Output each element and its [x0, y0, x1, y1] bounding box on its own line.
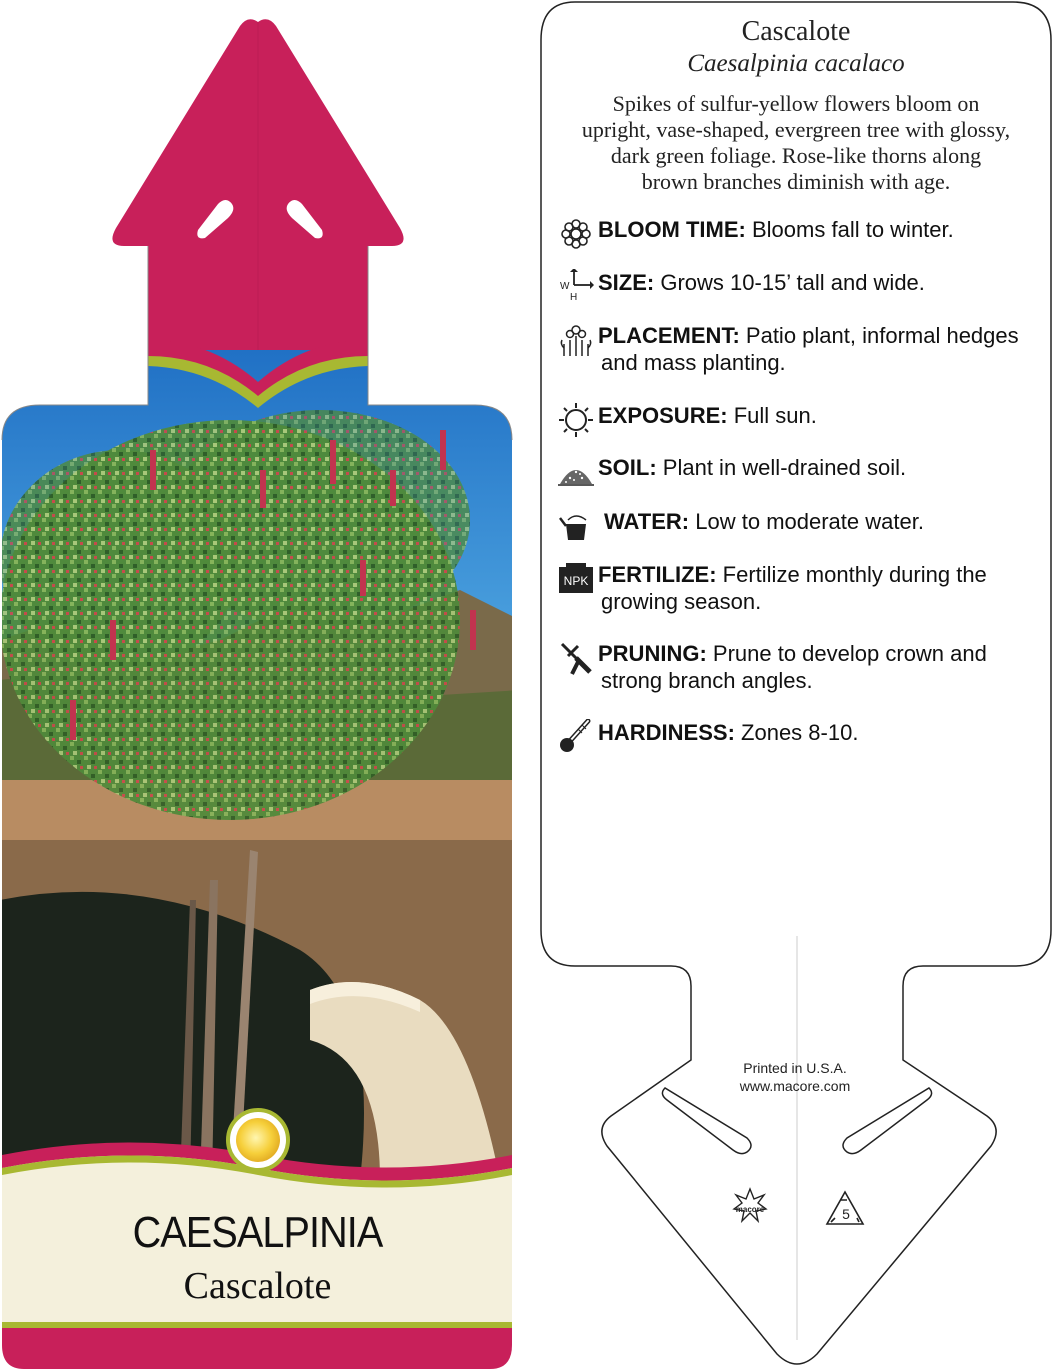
thermometer-icon — [558, 719, 594, 755]
dimensions-icon — [558, 269, 594, 305]
front-tag — [0, 0, 520, 1369]
plant-photo — [0, 340, 520, 1200]
svg-text:H: H — [570, 292, 578, 303]
macore-logo-text: macore — [735, 1205, 765, 1214]
soil-icon — [558, 454, 594, 490]
plant-genus: CAESALPINIA — [132, 1208, 383, 1257]
plant-description: Spikes of sulfur-yellow flowers bloom on upright, vase-shaped, evergreen tree with glossy, dark green foliage. Rose-like thorns along brown branches diminish with age. — [581, 91, 1011, 194]
website: www.macore.com — [739, 1078, 851, 1094]
plant-common-name: Cascalote — [183, 1265, 332, 1307]
placement-icon — [558, 322, 594, 358]
scientific-name: Caesalpinia cacalaco — [687, 50, 905, 77]
flower-icon — [558, 216, 594, 252]
svg-text:W: W — [560, 281, 570, 292]
recycle-number: 5 — [842, 1206, 850, 1222]
watering-can-icon — [558, 508, 594, 544]
sun-icon — [558, 402, 594, 438]
pruners-icon — [558, 640, 594, 676]
npk-icon — [558, 561, 594, 597]
svg-text:NPK: NPK — [563, 574, 589, 588]
printed-in: Printed in U.S.A. — [743, 1060, 847, 1076]
back-title: Cascalote — [741, 16, 851, 47]
